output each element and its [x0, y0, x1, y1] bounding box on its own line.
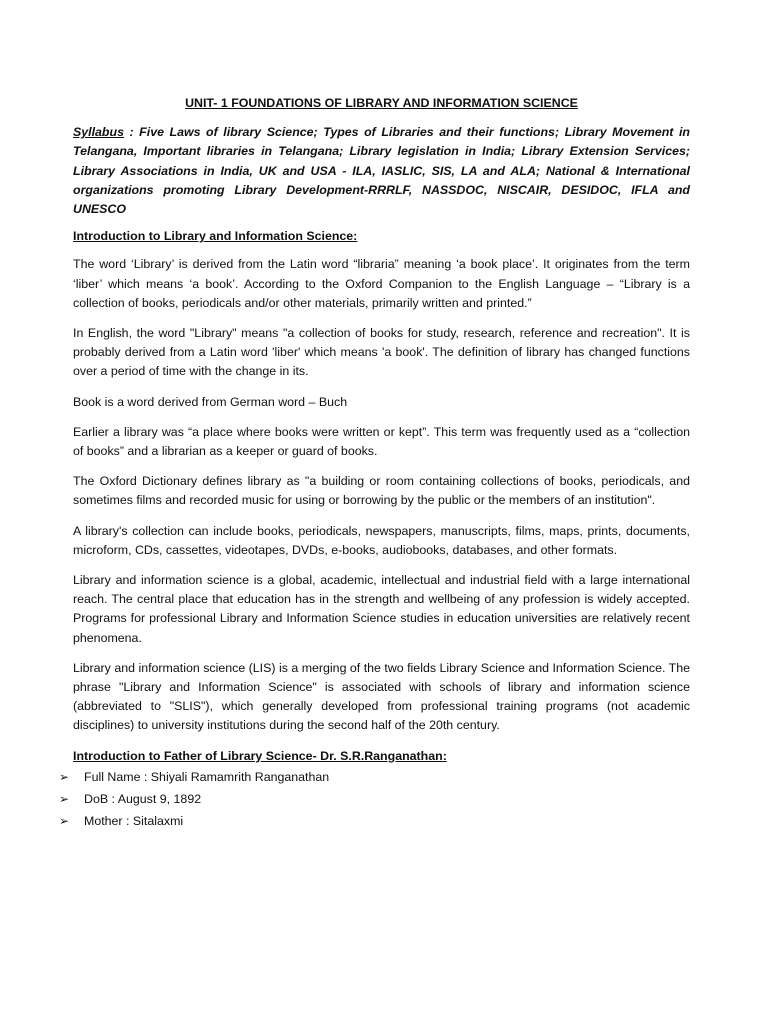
paragraph-lis-merging: Library and information science (LIS) is a merging of the two fields Library Science and Information Science. The phrase "Library and Information Science" is associated with schools of library and information science (abbreviated to "SLIS"), which generally developed from professional training programs (not academic disciplines) to university institutions during the second half of the 20th century. — [73, 660, 690, 733]
list-item — [59, 810, 690, 832]
paragraph-earlier-library: Earlier a library was “a place where books were written or kept”. This term was frequently used as a “collection of books” and a librarian as a keeper or guard of books. — [73, 424, 690, 459]
paragraph-library-collection: A library's collection can include books, periodicals, newspapers, manuscripts, films, maps, prints, documents, microform, CDs, cassettes, videotapes, DVDs, e-books, audiobooks, databases, and other formats. — [73, 523, 690, 557]
syllabus-paragraph — [73, 123, 690, 219]
arrow-bullet-icon: ➢ — [59, 769, 70, 784]
arrow-bullet-icon: ➢ — [59, 813, 70, 828]
list-item-text: Full Name : Shiyali Ramamrith Ranganathan — [84, 769, 330, 784]
list-item-text: DoB : August 9, 1892 — [84, 791, 202, 806]
unit-title: UNIT- 1 FOUNDATIONS OF LIBRARY AND INFORMATION SCIENCE — [185, 96, 578, 110]
paragraph-oxford-definition: The Oxford Dictionary defines library as "a building or room containing collections of books, periodicals, and sometimes films and recorded music for using or borrowing by the public or the members of an institution". — [73, 474, 690, 508]
paragraph-book-origin: Book is a word derived from German word – Buch — [73, 394, 348, 409]
list-item — [59, 788, 690, 810]
ranganathan-facts-list — [59, 766, 690, 832]
list-item-text: Mother : Sitalaxmi — [84, 813, 184, 828]
paragraph-etymology: The word ‘Library’ is derived from the Latin word “libraria” meaning ‘a book place’. It originates from the term ‘liber’ which means ‘a book’. According to the Oxford Companion to the English Language – “Library is a collection of books, periodicals and/or other materials, primarily written and printed.” — [73, 257, 690, 310]
list-item — [59, 766, 690, 788]
syllabus-text: : Five Laws of library Science; Types of Libraries and their functions; Library Movement in Telangana, Important libraries in Telangana; Library legislation in India; Library Extension Services; Library Associations in India, UK and USA - ILA, IASLIC, SIS, LA and ALA; National & International organizations promoting Library Development-RRRLF, NASSDOC, NISCAIR, DESIDOC, IFLA and UNESCO — [73, 125, 690, 217]
syllabus-label: Syllabus — [73, 125, 124, 140]
paragraph-english-meaning: In English, the word "Library" means "a collection of books for study, research, reference and recreation". It is probably derived from a Latin word 'liber' which means 'a book'. The definition of library has changed functions over a period of time with the change in its. — [73, 326, 690, 379]
arrow-bullet-icon: ➢ — [59, 791, 70, 806]
section-heading-intro-lis: Introduction to Library and Information Science: — [73, 229, 358, 244]
section-heading-ranganathan: Introduction to Father of Library Science- Dr. S.R.Ranganathan: — [73, 748, 447, 763]
paragraph-lis-field: Library and information science is a global, academic, intellectual and industrial field with a large international reach. The central place that education has in the strength and wellbeing of any profession is widely accepted. Programs for professional Library and Information Science studies in education universities are relatively recent phenomena. — [73, 573, 690, 645]
